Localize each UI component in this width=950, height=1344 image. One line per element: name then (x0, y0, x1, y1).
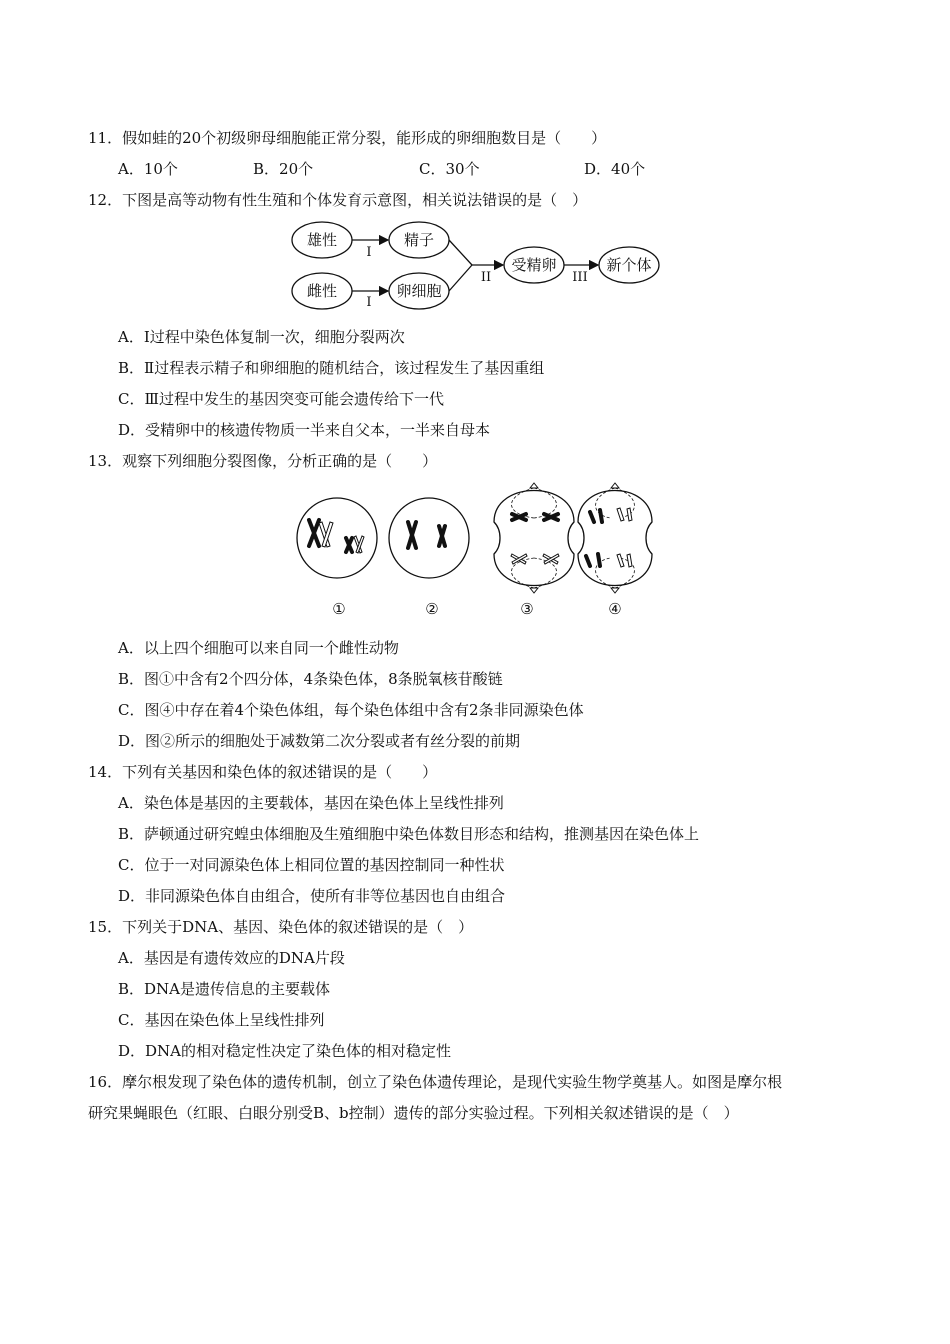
q13-option-d: D．图②所示的细胞处于减数第二次分裂或者有丝分裂的前期 (118, 732, 521, 750)
q13-option-c: C．图④中存在着4个染色体组，每个染色体组中含有2条非同源染色体 (118, 701, 584, 719)
male-label: 雄性 (306, 231, 338, 249)
newbody-label: 新个体 (606, 256, 652, 274)
sperm-label: 精子 (403, 231, 435, 249)
cell-3-spindle (512, 488, 557, 588)
q11-option-d: D．40个 (584, 160, 646, 178)
cell-2 (389, 498, 469, 578)
q14-option-c: C．位于一对同源染色体上相同位置的基因控制同一种性状 (118, 856, 505, 874)
q15-option-b: B．DNA是遗传信息的主要载体 (118, 980, 331, 998)
cell-4-chromosomes (586, 510, 602, 566)
q11-option-b: B．20个 (253, 160, 314, 178)
q15-option-c: C．基因在染色体上呈线性排列 (118, 1011, 325, 1029)
cell-4-centrosome-bottom (611, 588, 619, 593)
figure-label-3: ③ (520, 600, 534, 618)
cell-4-centrosome-top (611, 483, 619, 488)
q14-option-a: A．染色体是基因的主要载体，基因在染色体上呈线性排列 (118, 794, 504, 812)
q12-option-a: A．Ⅰ过程中染色体复制一次，细胞分裂两次 (118, 328, 405, 346)
reproduction-diagram (288, 218, 668, 314)
egg-label: 卵细胞 (396, 282, 442, 300)
cell-4-spindle (596, 488, 635, 588)
q15-option-a: A．基因是有遗传效应的DNA片段 (118, 949, 345, 967)
female-label: 雌性 (306, 282, 338, 300)
cell-3-centrosome-bottom (530, 588, 538, 593)
cell-3-chromosomes (512, 514, 558, 520)
cell-division-figure (290, 480, 660, 622)
q15-stem: 15．下列关于DNA、基因、染色体的叙述错误的是（ ） (88, 918, 474, 936)
q11-stem: 11．假如蛙的20个初级卵母细胞能正常分裂，能形成的卵细胞数目是（ ） (88, 129, 607, 147)
zygote-label: 受精卵 (511, 256, 557, 274)
q16-stem-line1: 16．摩尔根发现了染色体的遗传机制，创立了染色体遗传理论，是现代实验生物学奠基人。如图是摩尔根 (88, 1073, 783, 1091)
q13-stem: 13．观察下列细胞分裂图像，分析正确的是（ ） (88, 452, 438, 470)
cell-3 (494, 491, 574, 586)
q13-option-b: B．图①中含有2个四分体，4条染色体，8条脱氧核苷酸链 (118, 670, 503, 688)
q12-option-b: B．Ⅱ过程表示精子和卵细胞的随机结合，该过程发生了基因重组 (118, 359, 545, 377)
q11-options (118, 159, 678, 179)
q14-option-b: B．萨顿通过研究蝗虫体细胞及生殖细胞中染色体数目形态和结构，推测基因在染色体上 (118, 825, 700, 843)
q15-option-d: D．DNA的相对稳定性决定了染色体的相对稳定性 (118, 1042, 452, 1060)
figure-label-4: ④ (608, 600, 622, 618)
q13-option-a: A．以上四个细胞可以来自同一个雌性动物 (118, 639, 399, 657)
cell-2-chromosomes (408, 522, 445, 548)
cell-3-centrosome-top (530, 483, 538, 488)
step1-label-bottom: I (366, 295, 372, 310)
q12-stem: 12．下图是高等动物有性生殖和个体发育示意图，相关说法错误的是（ ） (88, 191, 588, 209)
q12-option-d: D．受精卵中的核遗传物质一半来自父本，一半来自母本 (118, 421, 491, 439)
step1-label-top: I (366, 245, 372, 260)
q11-option-a: A．10个 (118, 160, 178, 178)
figure-label-2: ② (425, 600, 439, 618)
q14-option-d: D．非同源染色体自由组合，使所有非等位基因也自由组合 (118, 887, 506, 905)
join-line-bottom (449, 265, 472, 291)
q16-stem-line2: 研究果蝇眼色（红眼、白眼分别受B、b控制）遗传的部分实验过程。下列相关叙述错误的是（ ） (88, 1104, 739, 1122)
cell-1 (297, 498, 377, 578)
join-line-top (449, 240, 472, 265)
cell-4 (578, 491, 652, 586)
q11-option-c: C．30个 (419, 160, 480, 178)
q14-stem: 14．下列有关基因和染色体的叙述错误的是（ ） (88, 763, 438, 781)
figure-label-1: ① (332, 600, 346, 618)
step3-label: III (572, 270, 588, 285)
q12-option-c: C．Ⅲ过程中发生的基因突变可能会遗传给下一代 (118, 390, 444, 408)
step2-label: II (480, 270, 492, 285)
